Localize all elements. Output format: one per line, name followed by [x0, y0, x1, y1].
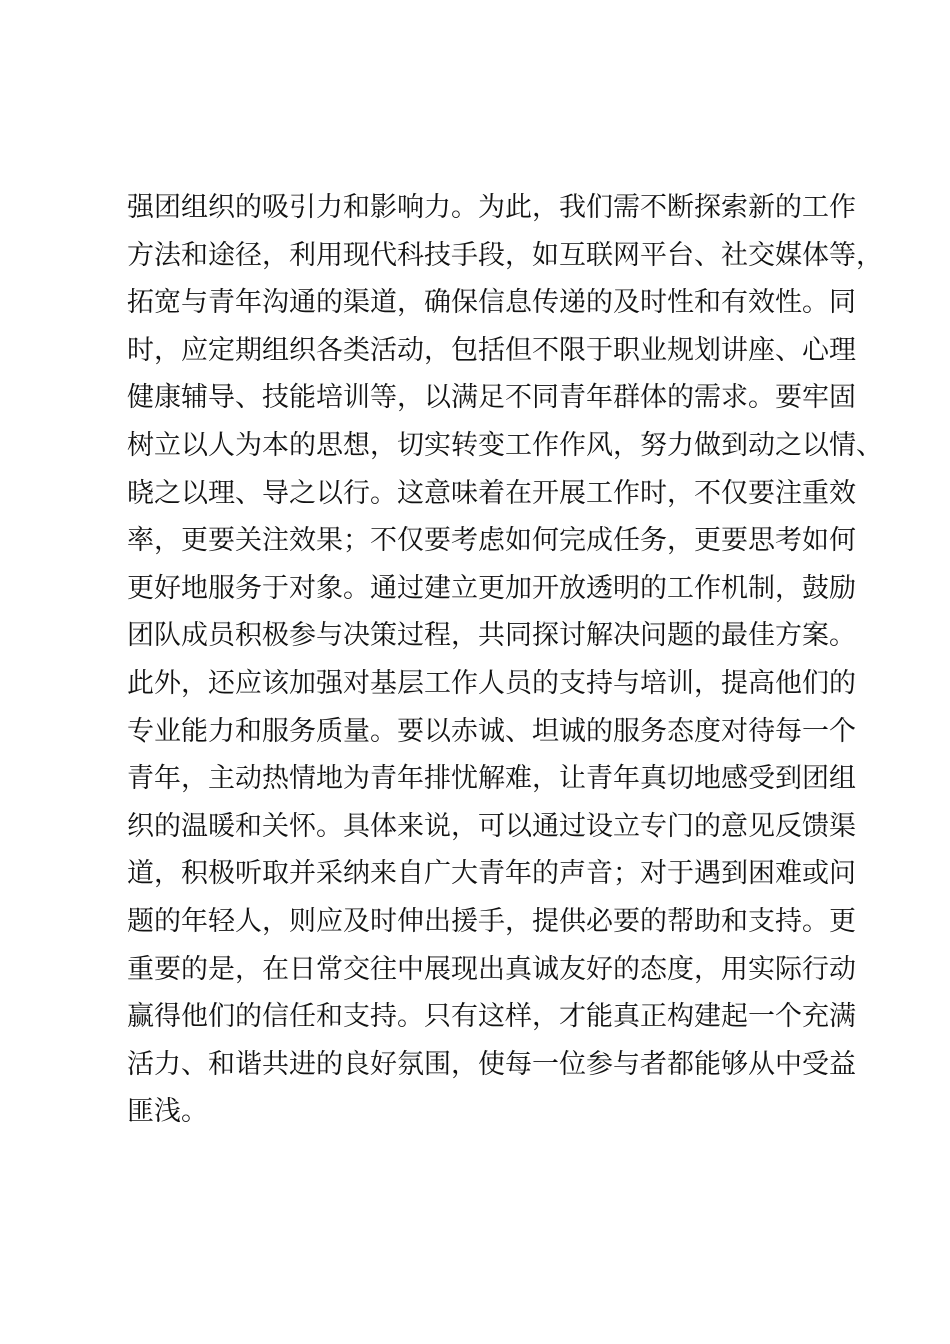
text-line: 强团组织的吸引力和影响力。为此，我们需不断探索新的工作	[127, 192, 856, 223]
text-line: 重要的是，在日常交往中展现出真诚友好的态度，用实际行动	[127, 953, 856, 985]
text-line: 青年，主动热情地为青年排忧解难，让青年真切地感受到团组	[127, 763, 856, 795]
text-line: 活力、和谐共进的良好氛围，使每一位参与者都能够从中受益	[127, 1048, 856, 1080]
text-line: 时，应定期组织各类活动，包括但不限于职业规划讲座、心理	[127, 334, 856, 366]
text-line: 此外，还应该加强对基层工作人员的支持与培训，提高他们的	[127, 667, 856, 699]
text-line: 题的年轻人，则应及时伸出援手，提供必要的帮助和支持。更	[127, 905, 856, 937]
text-line: 方法和途径，利用现代科技手段，如互联网平台、社交媒体等，	[127, 239, 883, 271]
text-line: 织的温暖和关怀。具体来说，可以通过设立专门的意见反馈渠	[127, 810, 856, 842]
text-line: 匪浅。	[127, 1096, 208, 1128]
text-line: 更好地服务于对象。通过建立更加开放透明的工作机制，鼓励	[127, 572, 856, 604]
text-line: 树立以人为本的思想，切实转变工作作风，努力做到动之以情、	[127, 429, 883, 461]
text-line: 率，更要关注效果；不仅要考虑如何完成任务，更要思考如何	[127, 525, 856, 557]
text-line: 道，积极听取并采纳来自广大青年的声音；对于遇到困难或问	[127, 858, 856, 890]
body-paragraph	[127, 184, 883, 1136]
text-line: 拓宽与青年沟通的渠道，确保信息传递的及时性和有效性。同	[127, 287, 856, 319]
text-line: 团队成员积极参与决策过程，共同探讨解决问题的最佳方案。	[127, 620, 856, 652]
text-line: 健康辅导、技能培训等，以满足不同青年群体的需求。要牢固	[127, 382, 856, 414]
text-line: 专业能力和服务质量。要以赤诚、坦诚的服务态度对待每一个	[127, 715, 856, 747]
text-line: 晓之以理、导之以行。这意味着在开展工作时，不仅要注重效	[127, 477, 856, 509]
text-line: 赢得他们的信任和支持。只有这样，才能真正构建起一个充满	[127, 1001, 856, 1033]
